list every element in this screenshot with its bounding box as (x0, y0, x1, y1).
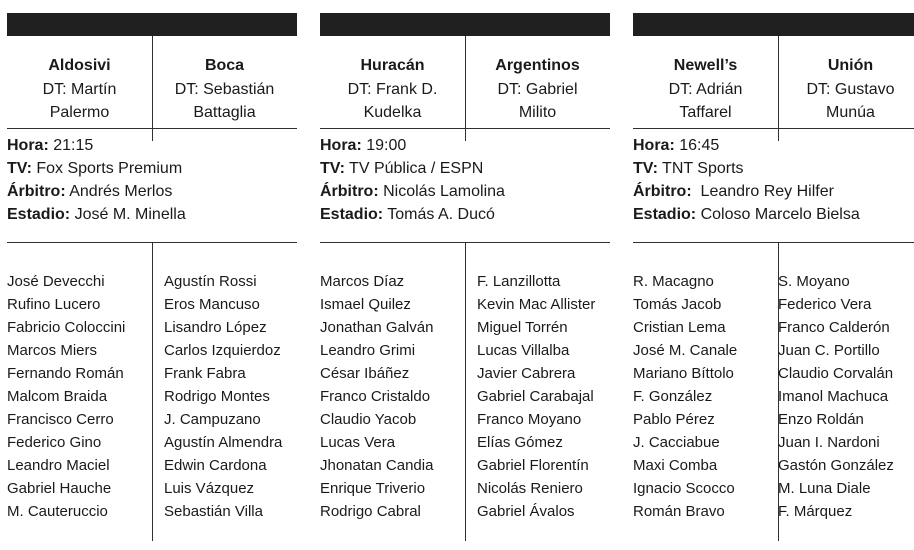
divider (7, 128, 297, 129)
player-name: Jonathan Galván (320, 319, 434, 336)
coach-line-1: DT: Gabriel (497, 81, 578, 98)
team-away (465, 36, 610, 141)
player-name: Gabriel Ávalos (477, 503, 575, 520)
coach-name (156, 78, 293, 124)
teams-header (633, 36, 914, 141)
player-name: Gabriel Florentín (477, 457, 589, 474)
player-name: Nicolás Reniero (477, 480, 583, 497)
kickoff-time: Hora: 16:45 (633, 137, 720, 154)
tv-channel: TV: TNT Sports (633, 160, 744, 177)
player-name: Frank Fabra (164, 365, 246, 382)
player-name: Eros Mancuso (164, 296, 260, 313)
coach-line-2: Battaglia (193, 104, 256, 121)
column-divider (465, 242, 466, 541)
player-name: Agustín Rossi (164, 273, 257, 290)
player-name: S. Moyano (778, 273, 850, 290)
player-name: Marcos Díaz (320, 273, 405, 290)
player-name: Ismael Quilez (320, 296, 411, 313)
kickoff-time: Hora: 21:15 (7, 137, 94, 154)
player-name: Maxi Comba (633, 457, 718, 474)
player-name: F. González (633, 388, 713, 405)
player-name: Rodrigo Montes (164, 388, 270, 405)
player-name: Lucas Villalba (477, 342, 570, 359)
player-name: R. Macagno (633, 273, 714, 290)
referee: Árbitro: Andrés Merlos (7, 183, 173, 200)
player-name: Federico Vera (778, 296, 872, 313)
match-info (320, 134, 610, 226)
match-info (7, 134, 297, 226)
player-name: Tomás Jacob (633, 296, 722, 313)
player-name: Federico Gino (7, 434, 102, 451)
player-name: José M. Canale (633, 342, 738, 359)
player-name: Gabriel Hauche (7, 480, 112, 497)
match-card-2 (320, 13, 610, 541)
team-name: Boca (204, 57, 245, 74)
coach-name (469, 78, 606, 124)
player-name: Malcom Braida (7, 388, 108, 405)
player-name: Franco Moyano (477, 411, 582, 428)
player-name: Leandro Maciel (7, 457, 110, 474)
divider (633, 128, 914, 129)
player-name: Leandro Grimi (320, 342, 416, 359)
player-name: Agustín Almendra (164, 434, 283, 451)
player-name: Lucas Vera (320, 434, 396, 451)
divider (320, 128, 610, 129)
player-name: Franco Cristaldo (320, 388, 431, 405)
player-name: Elías Gómez (477, 434, 563, 451)
player-name: Marcos Miers (7, 342, 98, 359)
player-name: Imanol Machuca (778, 388, 889, 405)
coach-line-2: Taffarel (679, 104, 732, 121)
match-header-bar (633, 13, 914, 36)
team-name: Newell’s (673, 57, 738, 74)
coach-line-1: DT: Gustavo (806, 81, 895, 98)
player-name: Gastón González (778, 457, 894, 474)
player-name: Enrique Triverio (320, 480, 426, 497)
divider (633, 242, 914, 243)
player-name: Lisandro López (164, 319, 267, 336)
lineup-away (477, 270, 595, 523)
column-divider (152, 242, 153, 541)
player-name: Edwin Cardona (164, 457, 267, 474)
player-name: Kevin Mac Allister (477, 296, 596, 313)
coach-line-2: Munúa (826, 104, 875, 121)
teams-header (7, 36, 297, 141)
coach-name (11, 78, 148, 124)
match-info (633, 134, 914, 226)
player-name: José Devecchi (7, 273, 105, 290)
coach-line-1: DT: Sebastián (174, 81, 275, 98)
player-name: Francisco Cerro (7, 411, 114, 428)
coach-line-1: DT: Adrián (668, 81, 743, 98)
player-name: Rodrigo Cabral (320, 503, 421, 520)
player-name: Claudio Yacob (320, 411, 417, 428)
coach-line-2: Milito (518, 104, 557, 121)
match-header-bar (320, 13, 610, 36)
player-name: Gabriel Carabajal (477, 388, 594, 405)
team-name: Unión (827, 57, 874, 74)
player-name: J. Cacciabue (633, 434, 720, 451)
referee: Árbitro: Leandro Rey Hilfer (633, 183, 834, 200)
player-name: Fabricio Coloccini (7, 319, 126, 336)
match-card-3 (633, 13, 914, 541)
lineup-home (320, 270, 433, 523)
player-name: Mariano Bíttolo (633, 365, 734, 382)
player-name: Ignacio Scocco (633, 480, 735, 497)
lineup-away (164, 270, 282, 523)
lineup-home (7, 270, 125, 523)
coach-name (782, 78, 914, 124)
player-name: Rufino Lucero (7, 296, 101, 313)
player-name: J. Campuzano (164, 411, 261, 428)
tv-channel: TV: TV Pública / ESPN (320, 160, 484, 177)
player-name: Claudio Corvalán (778, 365, 894, 382)
player-name: M. Luna Diale (778, 480, 871, 497)
player-name: F. Márquez (778, 503, 853, 520)
player-name: Fernando Román (7, 365, 124, 382)
stadium: Estadio: José M. Minella (7, 206, 186, 223)
teams-header (320, 36, 610, 141)
player-name: Luis Vázquez (164, 480, 255, 497)
kickoff-time: Hora: 19:00 (320, 137, 407, 154)
team-home (633, 36, 778, 141)
coach-line-1: DT: Frank D. (347, 81, 438, 98)
team-home (7, 36, 152, 141)
team-home (320, 36, 465, 141)
stadium: Estadio: Tomás A. Ducó (320, 206, 495, 223)
player-name: M. Cauteruccio (7, 503, 108, 520)
match-card-1 (7, 13, 297, 541)
referee: Árbitro: Nicolás Lamolina (320, 183, 505, 200)
player-name: Sebastián Villa (164, 503, 263, 520)
coach-name (324, 78, 461, 124)
player-name: César Ibáñez (320, 365, 410, 382)
player-name: Miguel Torrén (477, 319, 568, 336)
team-name: Huracán (360, 57, 425, 74)
coach-line-2: Palermo (49, 104, 110, 121)
lineup-home (633, 270, 737, 523)
coach-name (637, 78, 774, 124)
player-name: Juan I. Nardoni (778, 434, 880, 451)
team-name: Aldosivi (48, 57, 111, 74)
stadium: Estadio: Coloso Marcelo Bielsa (633, 206, 860, 223)
tv-channel: TV: Fox Sports Premium (7, 160, 183, 177)
coach-line-1: DT: Martín (42, 81, 117, 98)
player-name: Román Bravo (633, 503, 725, 520)
player-name: Enzo Roldán (778, 411, 864, 428)
team-away (778, 36, 914, 141)
player-name: Pablo Pérez (633, 411, 715, 428)
player-name: Franco Calderón (778, 319, 890, 336)
player-name: Javier Cabrera (477, 365, 576, 382)
lineup-away (778, 270, 894, 523)
coach-line-2: Kudelka (363, 104, 422, 121)
match-header-bar (7, 13, 297, 36)
team-away (152, 36, 297, 141)
player-name: Cristian Lema (633, 319, 726, 336)
team-name: Argentinos (495, 57, 580, 74)
player-name: Carlos Izquierdoz (164, 342, 281, 359)
player-name: Juan C. Portillo (778, 342, 880, 359)
player-name: F. Lanzillotta (477, 273, 561, 290)
player-name: Jhonatan Candia (320, 457, 434, 474)
